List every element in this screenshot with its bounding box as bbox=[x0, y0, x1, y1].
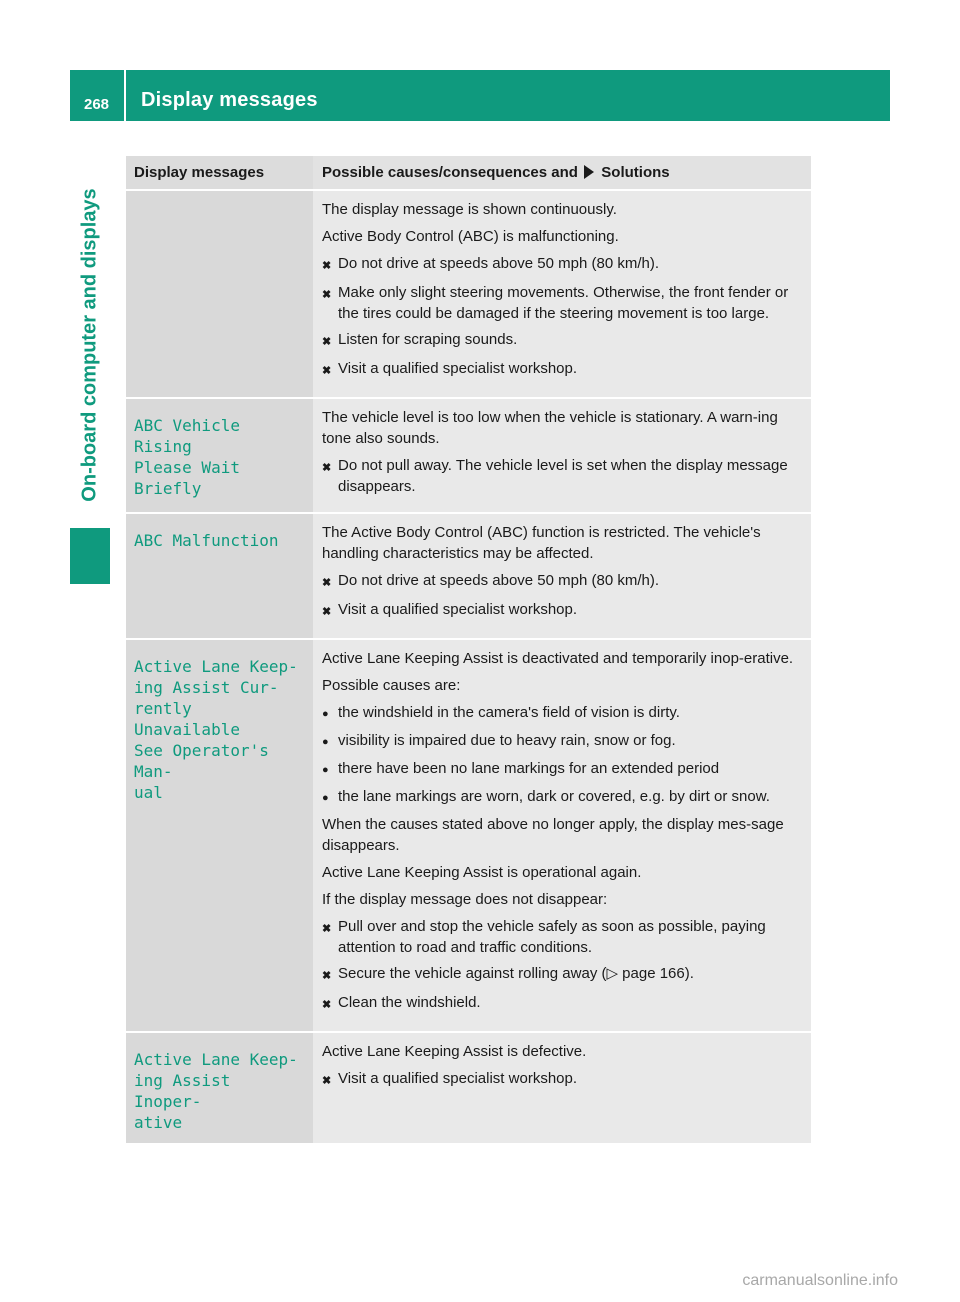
column-header-causes-text: Possible causes/consequences and bbox=[322, 164, 578, 181]
display-message-cell bbox=[126, 1033, 313, 1143]
description-text: Possible causes are: bbox=[322, 677, 461, 694]
description-text: When the causes stated above no longer apply, the display mes-sage disappears. bbox=[322, 816, 784, 854]
cause-bullet bbox=[322, 730, 803, 753]
table-header-row bbox=[126, 156, 811, 189]
causes-solutions-cell bbox=[313, 399, 811, 512]
bullet-icon: ● bbox=[322, 708, 329, 720]
cause-bullet bbox=[322, 786, 803, 809]
page-number: 268 bbox=[84, 96, 110, 113]
action-x-icon: ✖ bbox=[322, 970, 332, 982]
solution-step bbox=[322, 963, 803, 987]
action-x-icon: ✖ bbox=[322, 923, 332, 935]
item-text: Pull over and stop the vehicle safely as soon as possible, paying attention to road and traffic conditions. bbox=[338, 918, 766, 956]
item-text: the windshield in the camera's field of vision is dirty. bbox=[338, 704, 680, 721]
page-title: Display messages bbox=[141, 89, 318, 111]
action-x-icon: ✖ bbox=[322, 1075, 332, 1087]
action-x-icon: ✖ bbox=[322, 606, 332, 618]
solution-step bbox=[322, 282, 803, 324]
bullet-icon: ● bbox=[322, 792, 329, 804]
action-x-icon: ✖ bbox=[322, 577, 332, 589]
column-header-display-messages: Display messages bbox=[126, 156, 313, 189]
solution-arrow-icon bbox=[584, 165, 594, 179]
action-x-icon: ✖ bbox=[322, 999, 332, 1011]
item-text: Do not drive at speeds above 50 mph (80 km/h). bbox=[338, 572, 660, 589]
item-text: Visit a qualified specialist workshop. bbox=[338, 601, 578, 618]
display-message-cell bbox=[126, 191, 313, 397]
cause-bullet bbox=[322, 702, 803, 725]
description-text: The Active Body Control (ABC) function is restricted. The vehicle's handling characteristics may be affected. bbox=[322, 524, 761, 562]
side-tab-label: On-board computer and displays bbox=[78, 188, 101, 502]
solution-step bbox=[322, 253, 803, 277]
solution-step bbox=[322, 455, 803, 497]
solution-step bbox=[322, 1068, 803, 1092]
display-message-cell bbox=[126, 514, 313, 638]
description-text: Active Lane Keeping Assist is operational again. bbox=[322, 864, 642, 881]
action-x-icon: ✖ bbox=[322, 365, 332, 377]
display-message-text: ABC Malfunction bbox=[134, 531, 279, 550]
solution-step bbox=[322, 992, 803, 1016]
solution-step bbox=[322, 329, 803, 353]
solution-step bbox=[322, 599, 803, 623]
item-text: the lane markings are worn, dark or covered, e.g. by dirt or snow. bbox=[338, 788, 770, 805]
description-text: The vehicle level is too low when the vehicle is stationary. A warn-ing tone also sounds. bbox=[322, 409, 778, 447]
causes-solutions-cell bbox=[313, 1033, 811, 1143]
column-header-solutions-text: Solutions bbox=[601, 164, 670, 181]
item-text: Visit a qualified specialist workshop. bbox=[338, 360, 578, 377]
solution-step bbox=[322, 358, 803, 382]
table-row bbox=[126, 638, 811, 1031]
description-text: Active Lane Keeping Assist is deactivated and temporarily inop-erative. bbox=[322, 650, 794, 667]
display-messages-table bbox=[126, 156, 811, 1143]
table-row bbox=[126, 397, 811, 512]
item-text: Listen for scraping sounds. bbox=[338, 331, 518, 348]
display-message-cell bbox=[126, 399, 313, 512]
item-text: Make only slight steering movements. Otherwise, the front fender or the tires could be damaged if the steering movement is too large. bbox=[338, 284, 789, 322]
table-row bbox=[126, 189, 811, 397]
description-text: The display message is shown continuously. bbox=[322, 201, 617, 218]
action-x-icon: ✖ bbox=[322, 336, 332, 348]
causes-solutions-cell bbox=[313, 640, 811, 1031]
item-text: Secure the vehicle against rolling away (▷ page 166). bbox=[338, 965, 694, 982]
solution-step bbox=[322, 570, 803, 594]
cause-bullet bbox=[322, 758, 803, 781]
table-row bbox=[126, 1031, 811, 1143]
action-x-icon: ✖ bbox=[322, 260, 332, 272]
action-x-icon: ✖ bbox=[322, 289, 332, 301]
display-message-cell bbox=[126, 640, 313, 1031]
item-text: Do not pull away. The vehicle level is set when the display message disappears. bbox=[338, 457, 788, 495]
display-message-text: Active Lane Keep- ing Assist Inoper- ative bbox=[134, 1050, 298, 1132]
side-tab-marker bbox=[70, 528, 110, 584]
action-x-icon: ✖ bbox=[322, 462, 332, 474]
bullet-icon: ● bbox=[322, 736, 329, 748]
description-text: If the display message does not disappear: bbox=[322, 891, 608, 908]
item-text: visibility is impaired due to heavy rain, snow or fog. bbox=[338, 732, 676, 749]
causes-solutions-cell bbox=[313, 191, 811, 397]
description-text: Active Lane Keeping Assist is defective. bbox=[322, 1043, 587, 1060]
item-text: Do not drive at speeds above 50 mph (80 km/h). bbox=[338, 255, 660, 272]
solution-step bbox=[322, 916, 803, 958]
item-text: there have been no lane markings for an extended period bbox=[338, 760, 720, 777]
display-message-text bbox=[134, 199, 305, 207]
bullet-icon: ● bbox=[322, 764, 329, 776]
causes-solutions-cell bbox=[313, 514, 811, 638]
column-header-causes bbox=[313, 156, 811, 189]
side-tab-label-container bbox=[70, 160, 110, 530]
table-row bbox=[126, 512, 811, 638]
display-message-text: ABC Vehicle Rising Please Wait Briefly bbox=[134, 416, 240, 498]
description-text: Active Body Control (ABC) is malfunctioning. bbox=[322, 228, 619, 245]
watermark: carmanualsonline.info bbox=[742, 1272, 898, 1289]
item-text: Clean the windshield. bbox=[338, 994, 481, 1011]
item-text: Visit a qualified specialist workshop. bbox=[338, 1070, 578, 1087]
display-message-text: Active Lane Keep- ing Assist Cur- rently Unavailable See Operator's Man- ual bbox=[134, 657, 298, 802]
